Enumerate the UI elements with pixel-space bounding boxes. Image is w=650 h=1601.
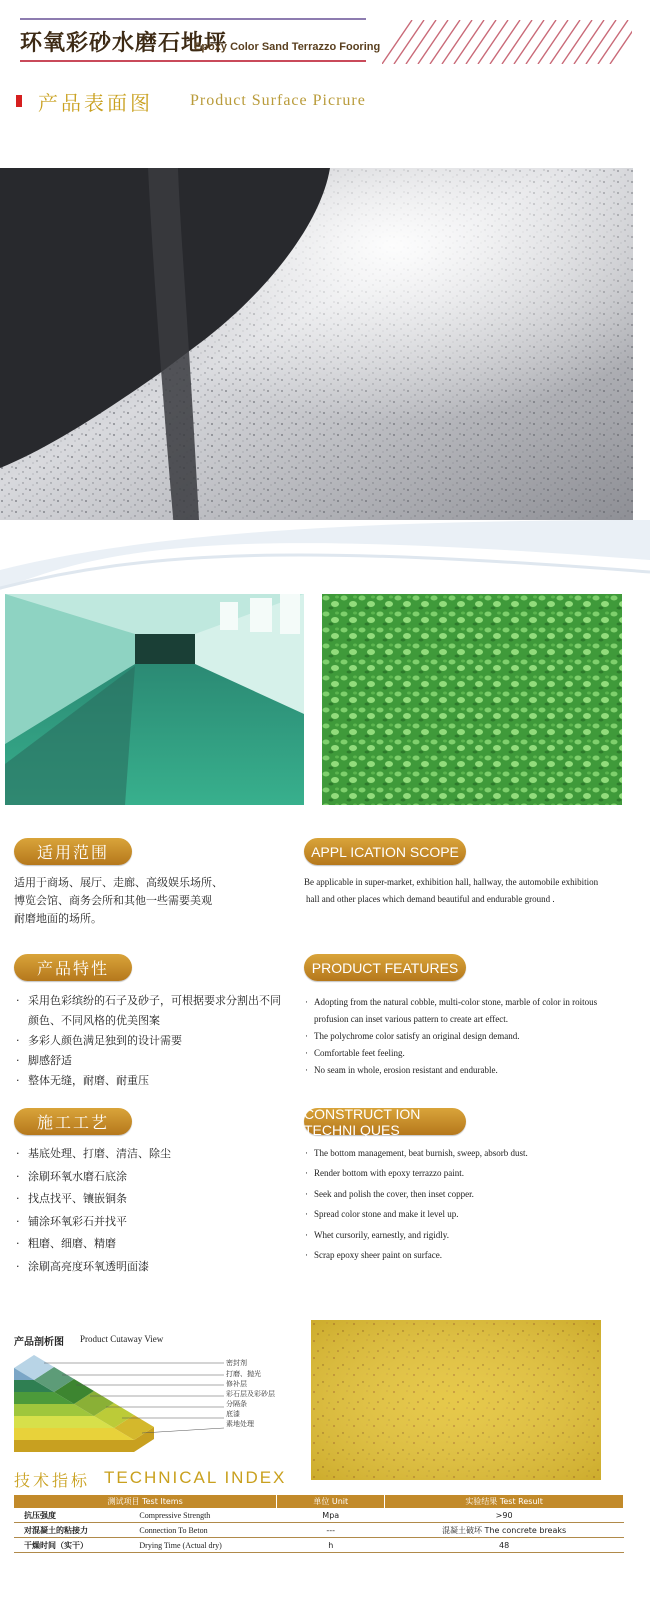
construction-step-en: The bottom management, beat burnish, sweep, absorb dust. <box>314 1148 528 1158</box>
construction-step-cn: 铺涂环氧彩石并找平 <box>28 1214 127 1228</box>
cutaway-title-en: Product Cutaway View <box>80 1334 164 1344</box>
construction-pill-en: CONSTRUCT ION TECHNI QUES <box>304 1108 466 1135</box>
result-cell: >90 <box>385 1508 624 1523</box>
feature-item-en: No seam in whole, erosion resistant and endurable. <box>314 1065 498 1075</box>
table-row <box>14 1523 624 1538</box>
result-cell: 混凝土破坏 The concrete breaks <box>385 1523 624 1538</box>
tech-index-table <box>14 1495 624 1553</box>
test-item-cn: 抗压强度 <box>14 1508 129 1523</box>
application-line-cn: 耐磨地面的场所。 <box>14 912 102 925</box>
construction-step-en: Whet cursorily, earnestly, and rigidly. <box>314 1229 449 1240</box>
diagonal-hatch-decoration <box>382 20 632 64</box>
list-item <box>14 1233 299 1256</box>
application-line-cn: 博览会馆、商务会所和其他一些需要美观 <box>14 894 212 907</box>
result-cell: 48 <box>385 1538 624 1553</box>
list-item <box>304 1028 639 1045</box>
test-item-en: Compressive Strength <box>129 1508 277 1523</box>
list-item <box>14 991 299 1031</box>
feature-item-cn: 脚感舒适 <box>28 1054 72 1067</box>
feature-item-cn: 整体无缝，耐磨、耐重压 <box>28 1074 149 1087</box>
unit-cell: h <box>277 1538 385 1553</box>
section-marker <box>16 95 22 107</box>
layer-label: 密封剂 <box>226 1359 247 1367</box>
construction-step-cn: 粗磨、细磨、精磨 <box>28 1237 116 1251</box>
application-text-en <box>304 874 639 908</box>
application-line-en: hall and other places which demand beautiful and endurable ground . <box>306 894 555 904</box>
list-item <box>14 1051 299 1071</box>
construction-step-en: Spread color stone and make it level up. <box>314 1209 459 1220</box>
feature-item-en: Adopting from the natural cobble, multi-color stone, marble of color in roitous <box>314 997 598 1007</box>
list-item <box>14 1256 299 1279</box>
wave-decoration <box>0 520 650 590</box>
layer-label: 彩石层及彩砂层 <box>226 1390 275 1398</box>
header-test-result: 实验结果 Test Result <box>385 1495 624 1508</box>
unit-cell: --- <box>277 1523 385 1538</box>
list-item <box>14 1143 299 1166</box>
features-list-en <box>304 994 639 1079</box>
title-rule-bottom <box>20 60 366 62</box>
test-item-en: Drying Time (Actual dry) <box>129 1538 277 1553</box>
terrazzo-floor-photo <box>0 168 633 520</box>
layer-label: 底漆 <box>226 1410 240 1418</box>
unit-cell: Mpa <box>277 1508 385 1523</box>
list-item <box>304 1245 639 1265</box>
header-test-items: 测试项目 Test Items <box>14 1495 277 1508</box>
layer-label: 素地处理 <box>226 1420 254 1428</box>
cutaway-layer-diagram <box>14 1355 229 1455</box>
feature-item-cn: 多彩人颜色满足独到的设计需要 <box>28 1034 182 1047</box>
list-item <box>14 1188 299 1211</box>
surface-section-title-cn: 产品表面图 <box>38 91 153 115</box>
table-row <box>14 1538 624 1553</box>
construction-pill-cn: 施工工艺 <box>14 1108 132 1135</box>
surface-section-title-en: Product Surface Picrure <box>190 92 366 109</box>
application-scope-pill-cn: 适用范围 <box>14 838 132 865</box>
construction-list-cn <box>14 1143 299 1279</box>
list-item <box>14 1211 299 1234</box>
table-row <box>14 1508 624 1523</box>
test-item-cn: 对混凝土的粘接力 <box>14 1523 129 1538</box>
layer-label: 打磨、抛光 <box>226 1370 261 1378</box>
application-line-en: Be applicable in super-market, exhibition hall, hallway, the automobile exhibition <box>304 877 599 887</box>
yellow-sand-texture-photo <box>311 1320 601 1480</box>
list-item <box>304 1225 639 1245</box>
application-line-cn: 适用于商场、展厅、走廊、高级娱乐场所、 <box>14 876 223 889</box>
feature-item-en: The polychrome color satisfy an original design demand. <box>314 1031 520 1041</box>
application-text-cn <box>14 874 294 928</box>
page-title-cn: 环氧彩砂水磨石地坪 <box>20 31 228 56</box>
list-item <box>304 1062 639 1079</box>
features-pill-en: PRODUCT FEATURES <box>304 954 466 981</box>
title-rule-top <box>20 18 366 20</box>
layer-label: 分隔条 <box>226 1400 247 1408</box>
tech-index-title-cn: 技术指标 <box>14 1471 91 1490</box>
application-scope-pill-en: APPL ICATION SCOPE <box>304 838 466 865</box>
tech-index-title-en: TECHNICAL INDEX <box>104 1468 287 1487</box>
cutaway-title-cn: 产品剖析图 <box>14 1337 64 1348</box>
layer-label: 修补层 <box>226 1380 247 1388</box>
features-list-cn <box>14 991 299 1091</box>
feature-item-cn-cont: 颜色、不同风格的优美图案 <box>28 1014 160 1027</box>
header-unit: 单位 Unit <box>277 1495 385 1508</box>
list-item <box>304 1143 639 1163</box>
construction-step-cn: 找点找平、镶嵌铜条 <box>28 1192 127 1206</box>
list-item <box>304 1163 639 1183</box>
table-header-row <box>14 1495 624 1508</box>
construction-step-cn: 涂刷高亮度环氧透明面漆 <box>28 1259 149 1273</box>
construction-step-en: Render bottom with epoxy terrazzo paint. <box>314 1168 464 1179</box>
list-item <box>304 1184 639 1204</box>
list-item <box>14 1071 299 1091</box>
list-item <box>14 1166 299 1189</box>
test-item-en: Connection To Beton <box>129 1523 277 1538</box>
green-sand-texture-photo <box>322 594 622 805</box>
feature-item-cn: 采用色彩缤纷的石子及砂子，可根据要求分割出不同 <box>28 994 281 1007</box>
construction-step-cn: 基底处理、打磨、清洁、除尘 <box>28 1147 171 1160</box>
corridor-floor-photo <box>5 594 304 805</box>
feature-item-en: Comfortable feet feeling. <box>314 1048 405 1058</box>
list-item <box>14 1031 299 1051</box>
layer-bottom-treatment <box>14 1428 134 1440</box>
construction-step-en: Scrap epoxy sheer paint on surface. <box>314 1250 442 1261</box>
construction-list-en <box>304 1143 639 1265</box>
feature-item-en-cont: profusion can inset various pattern to create art effect. <box>314 1014 509 1024</box>
list-item <box>304 1204 639 1224</box>
construction-step-cn: 涂刷环氧水磨石底涂 <box>28 1169 127 1183</box>
features-pill-cn: 产品特性 <box>14 954 132 981</box>
list-item <box>304 1045 639 1062</box>
construction-step-en: Seek and polish the cover, then inset copper. <box>314 1188 474 1199</box>
page-title-en: Epoxy Color Sand Terrazzo Fooring <box>194 41 381 53</box>
list-item <box>304 994 639 1028</box>
test-item-cn: 干燥时间（实干） <box>14 1538 129 1553</box>
